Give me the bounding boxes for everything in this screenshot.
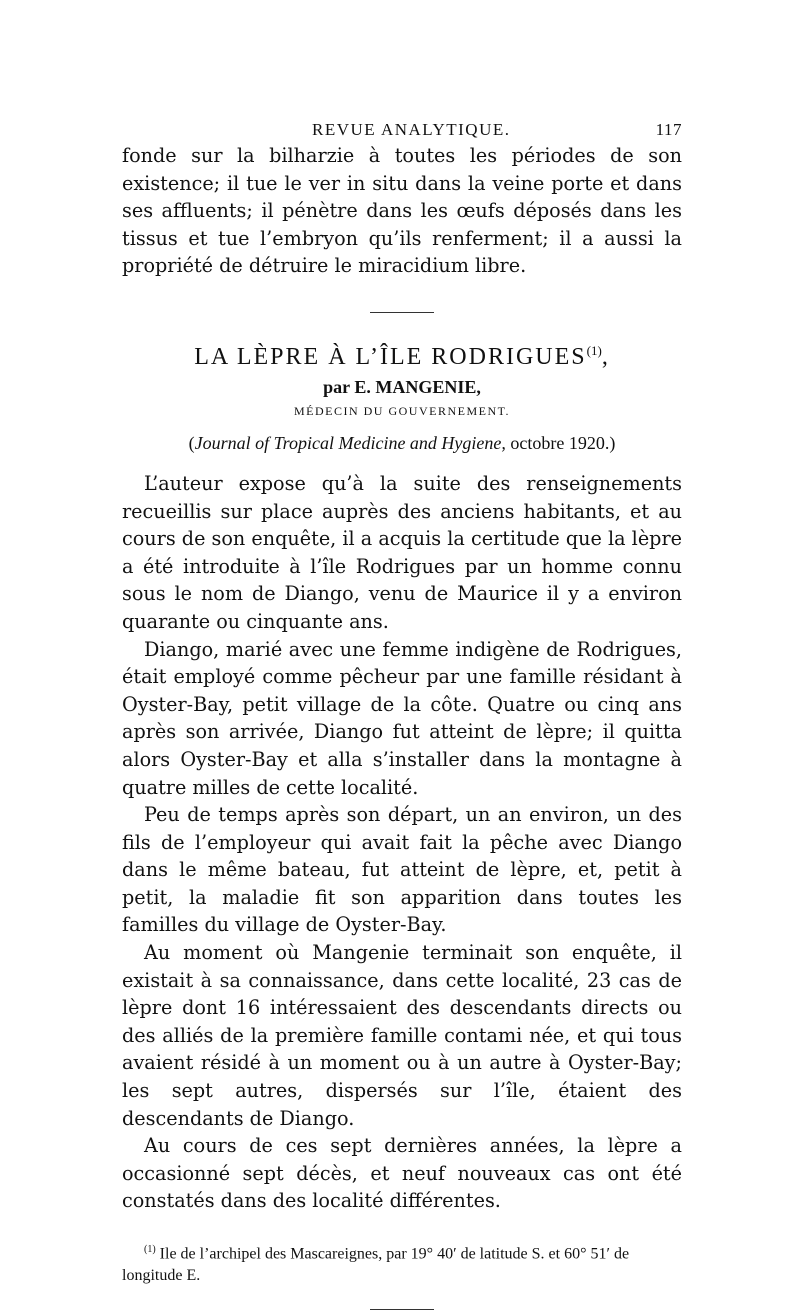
footnote-text: Ile de l’archipel des Mascareignes, par 19° 40′ de latitude S. et 60° 51′ de longitude E.	[122, 1245, 630, 1285]
section-divider	[370, 312, 434, 313]
journal-date: octobre 1920.)	[505, 432, 616, 453]
page	[122, 112, 682, 1310]
journal-name: Journal of Tropical Medicine and Hygiene,	[194, 432, 506, 453]
article-title	[122, 343, 682, 371]
footnote-marker: (1)	[144, 1244, 156, 1255]
body-paragraph: L’auteur expose qu’à la suite des renseignements recueillis sur place auprès des anciens habitants, et au cours de son enquête, il a acquis la certitude que la lèpre a été introduite à l’île Rodrigues par un homme connu sous le nom de Diango, venu de Maurice il y a environ quarante ou cinquante ans.	[122, 471, 682, 633]
journal-citation	[122, 433, 682, 454]
affiliation: MÉDECIN DU GOUVERNEMENT.	[293, 403, 511, 418]
body-paragraph: Au moment où Mangenie terminait son enquête, il existait à sa connaissance, dans cette localité, 23 cas de lèpre dont 16 intéressaient des descendants directs ou des alliés de la première famille contami née, et qui tous avaient résidé à un moment ou à un autre à Oyster-Bay; les sept autres, dispersés sur l’île, étaient des descendants de Diango.	[122, 941, 682, 1130]
journal-open: (	[188, 432, 195, 453]
page-number: 117	[655, 120, 682, 139]
body-paragraph: Diango, marié avec une femme indigène de Rodrigues, était employé comme pêcheur par une famille résidant à Oyster-Bay, petit village de la côte. Quatre ou cinq ans après son arrivée, Diango fut atteint de lèpre; il quitta alors Oyster-Bay et alla s’installer dans la montagne à quatre milles de cette localité.	[122, 637, 682, 799]
running-head-title: REVUE ANALYTIQUE.	[312, 120, 511, 139]
body-paragraph: Au cours de ces sept dernières années, la lèpre a occasionné sept décès, et neuf nouveaux cas ont été constatés dans des localité différentes.	[122, 1134, 682, 1213]
title-note-marker: (1)	[586, 342, 602, 358]
running-head	[122, 112, 682, 142]
byline: par E. MANGENIE,	[323, 376, 481, 397]
article-title-text: LA LÈPRE À L’ÎLE RODRIGUES	[194, 343, 587, 370]
intro-paragraph: fonde sur la bilharzie à toutes les périodes de son existence; il tue le ver in situ dans la veine porte et dans ses affluents; il pénètre dans les œufs déposés dans les tissus et tue l’embryon qu’ils renferment; il a aussi la propriété de détruire le miracidium libre.	[122, 144, 682, 278]
footnote	[122, 1239, 682, 1287]
article-title-suffix: ,	[601, 343, 610, 370]
article-body	[122, 470, 682, 1215]
body-paragraph: Peu de temps après son départ, un an environ, un des fils de l’employeur qui avait fait la pêche avec Diango dans le même bateau, fut atteint de lèpre, et, petit à petit, la maladie fit son apparition dans toutes les familles du village de Oyster-Bay.	[122, 803, 682, 937]
